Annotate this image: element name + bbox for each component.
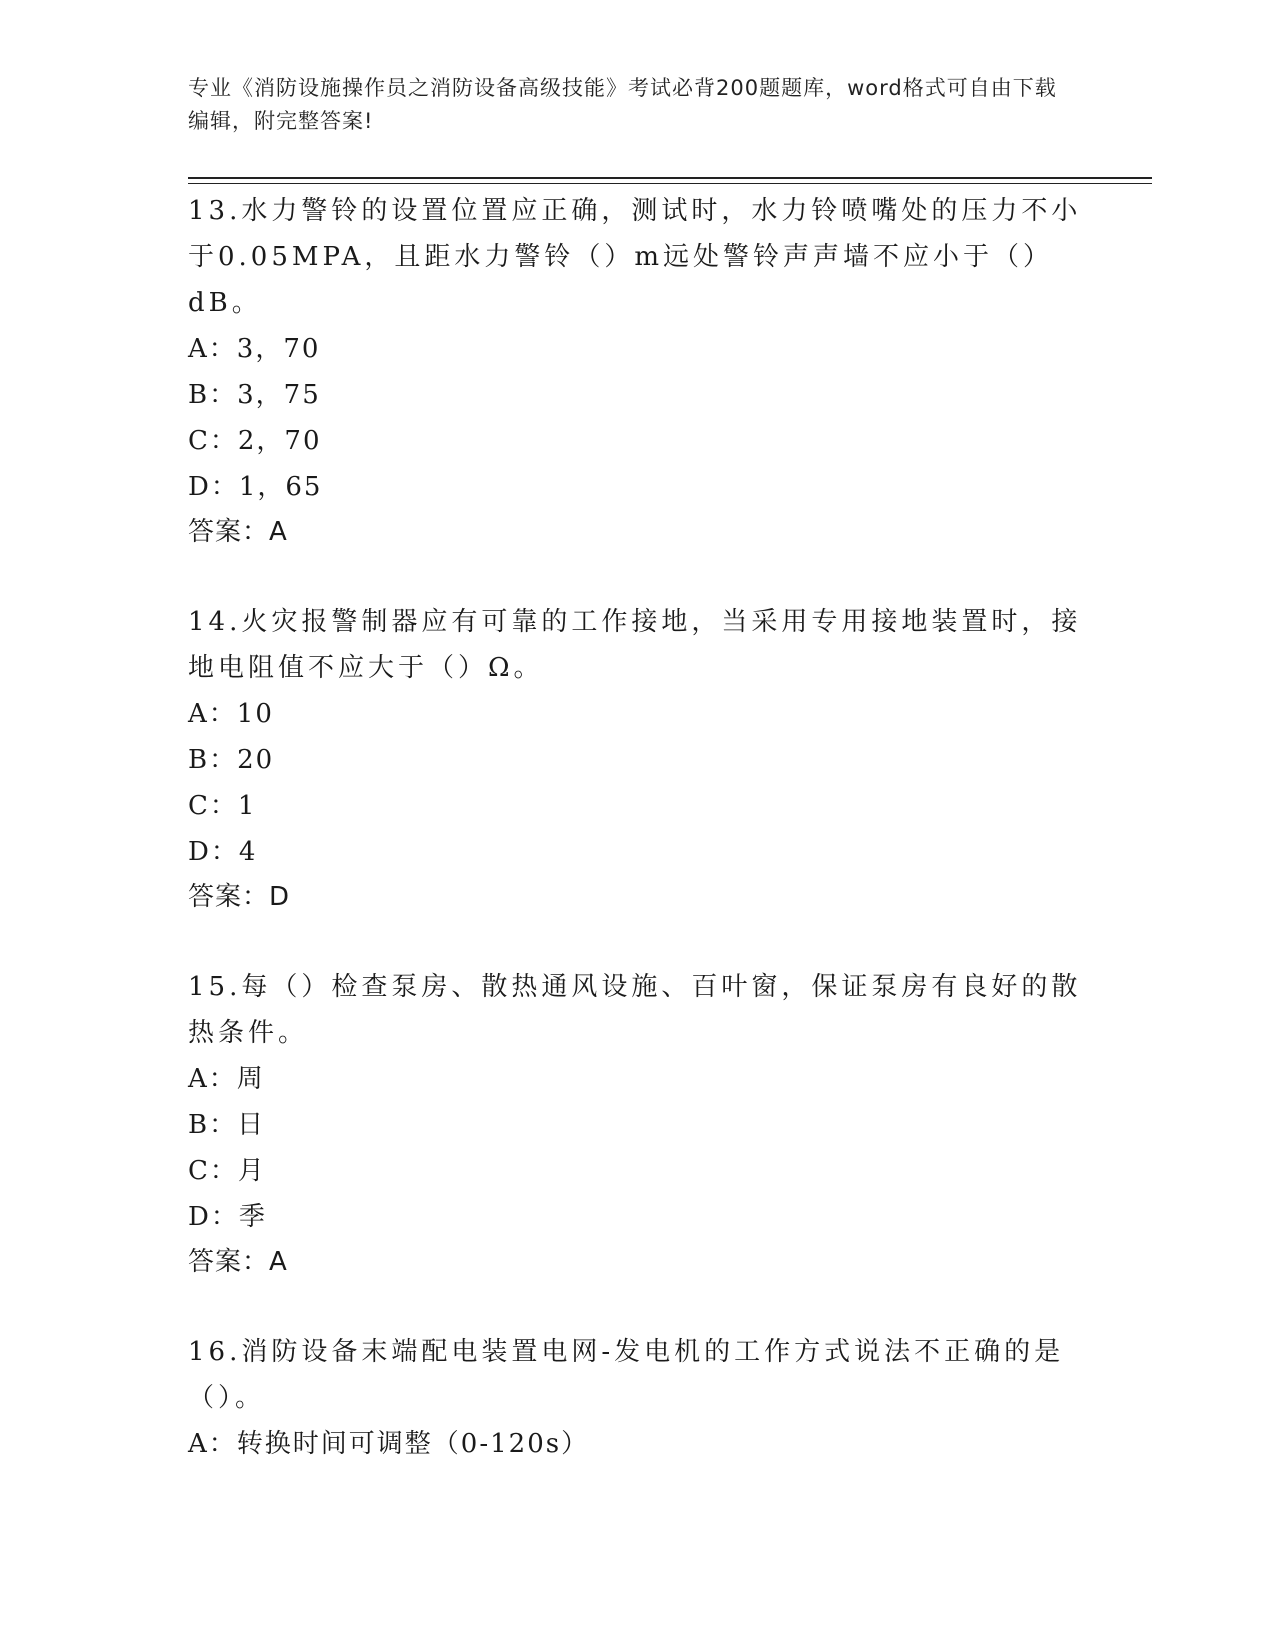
question-list bbox=[188, 188, 1088, 1512]
answer-option: C：月 bbox=[188, 1156, 266, 1186]
answer-option: B：3，75 bbox=[188, 380, 321, 410]
answer-option: D：4 bbox=[188, 837, 258, 867]
answer-option: C：1 bbox=[188, 791, 257, 821]
answer-option: C：2，70 bbox=[188, 426, 322, 456]
answer-option: B：20 bbox=[188, 745, 275, 775]
header-divider-thin bbox=[188, 183, 1152, 184]
answer-key: 答案：A bbox=[188, 1247, 288, 1277]
answer-option: A：转换时间可调整（0-120s） bbox=[188, 1429, 590, 1459]
answer-option: D：1，65 bbox=[188, 472, 323, 502]
answer-option: A：周 bbox=[188, 1064, 265, 1094]
document-header: 专业《消防设施操作员之消防设备高级技能》考试必背200题题库，word格式可自由下载编辑，附完整答案! bbox=[188, 76, 1057, 133]
answer-option: D：季 bbox=[188, 1202, 267, 1232]
answer-option: B：日 bbox=[188, 1110, 266, 1140]
question-stem: 13.水力警铃的设置位置应正确，测试时，水力铃喷嘴处的压力不小于0.05MPA，且距水力警铃（）m远处警铃声声墙不应小于（）dB。 bbox=[188, 196, 1082, 318]
question-item bbox=[188, 964, 1088, 1284]
answer-key: 答案：A bbox=[188, 517, 288, 547]
question-item bbox=[188, 599, 1088, 919]
question-item bbox=[188, 188, 1088, 554]
question-stem: 16.消防设备末端配电装置电网-发电机的工作方式说法不正确的是（）。 bbox=[188, 1337, 1065, 1413]
question-item bbox=[188, 1329, 1088, 1467]
answer-option: A：10 bbox=[188, 699, 274, 729]
header-divider bbox=[188, 177, 1152, 179]
question-stem: 14.火灾报警制器应有可靠的工作接地，当采用专用接地装置时，接地电阻值不应大于（）Ω。 bbox=[188, 607, 1082, 683]
answer-key: 答案：D bbox=[188, 882, 291, 912]
answer-option: A：3，70 bbox=[188, 334, 321, 364]
question-stem: 15.每（）检查泵房、散热通风设施、百叶窗，保证泵房有良好的散热条件。 bbox=[188, 972, 1082, 1048]
